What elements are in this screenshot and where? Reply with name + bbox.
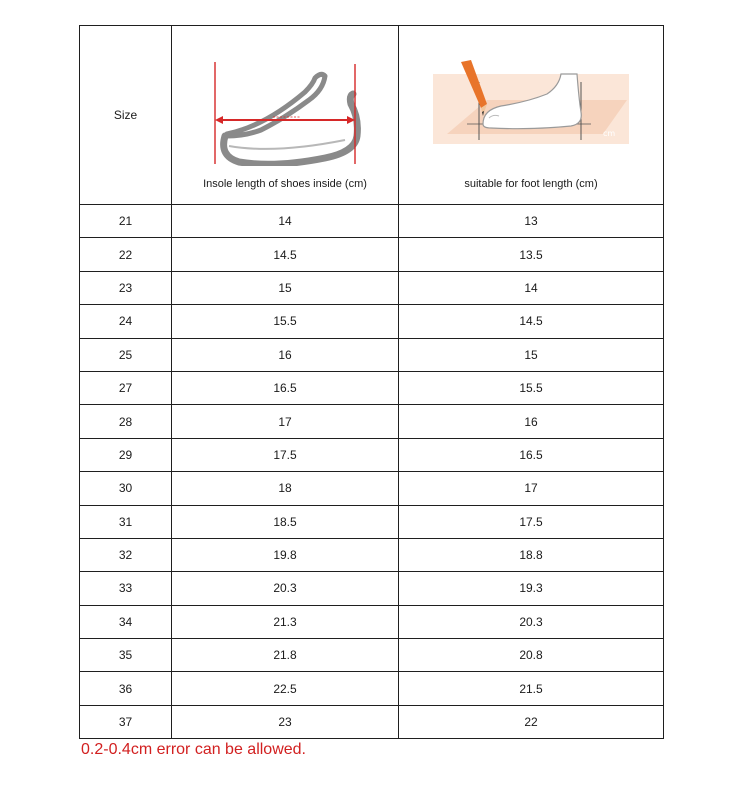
insole-cell: 17 [172, 405, 399, 438]
shoe-insole-measure-icon [205, 56, 365, 166]
table-row [80, 338, 664, 371]
foot-length-cell: 18.8 [399, 538, 664, 571]
foot-length-cell: 15 [399, 338, 664, 371]
foot-length-cell: 21.5 [399, 672, 664, 705]
size-cell: 21 [80, 205, 172, 238]
insole-cell: 19.8 [172, 538, 399, 571]
foot-length-cell: 17.5 [399, 505, 664, 538]
size-cell: 25 [80, 338, 172, 371]
insole-cell: 15 [172, 271, 399, 304]
insole-cell: 23 [172, 705, 399, 738]
foot-measure-icon [431, 60, 631, 144]
foot-length-cell: 13 [399, 205, 664, 238]
size-cell: 32 [80, 538, 172, 571]
foot-length-cell: 14.5 [399, 305, 664, 338]
insole-cell: 18 [172, 472, 399, 505]
table-row [80, 271, 664, 304]
size-cell: 33 [80, 572, 172, 605]
table-row [80, 371, 664, 404]
insole-cell: 22.5 [172, 672, 399, 705]
table-row [80, 238, 664, 271]
table-row [80, 505, 664, 538]
foot-length-cell: 20.3 [399, 605, 664, 638]
insole-column-label: Insole length of shoes inside (cm) [203, 178, 367, 190]
table-row [80, 305, 664, 338]
foot-length-cell: 13.5 [399, 238, 664, 271]
insole-cell: 17.5 [172, 438, 399, 471]
table-row [80, 472, 664, 505]
insole-cell: 18.5 [172, 505, 399, 538]
insole-cell: 14 [172, 205, 399, 238]
table-row [80, 205, 664, 238]
size-cell: 27 [80, 371, 172, 404]
size-cell: 29 [80, 438, 172, 471]
insole-cell: 20.3 [172, 572, 399, 605]
svg-text:cm: cm [603, 129, 616, 138]
size-cell: 37 [80, 705, 172, 738]
foot-column-header [399, 26, 664, 205]
size-cell: 30 [80, 472, 172, 505]
size-rows [80, 205, 664, 739]
table-row [80, 405, 664, 438]
insole-column-header [172, 26, 399, 205]
insole-cell: 16.5 [172, 371, 399, 404]
size-cell: 28 [80, 405, 172, 438]
size-cell: 31 [80, 505, 172, 538]
table-row [80, 672, 664, 705]
foot-column-label: suitable for foot length (cm) [464, 178, 598, 190]
size-cell: 23 [80, 271, 172, 304]
size-cell: 34 [80, 605, 172, 638]
header-row [80, 26, 664, 205]
size-chart-table [79, 25, 664, 739]
insole-cell: 16 [172, 338, 399, 371]
size-cell: 22 [80, 238, 172, 271]
table-row [80, 572, 664, 605]
insole-cell: 14.5 [172, 238, 399, 271]
size-cell: 35 [80, 639, 172, 672]
table-row [80, 538, 664, 571]
insole-cell: 21.3 [172, 605, 399, 638]
table-row [80, 605, 664, 638]
foot-length-cell: 20.8 [399, 639, 664, 672]
foot-length-cell: 14 [399, 271, 664, 304]
tolerance-note: 0.2-0.4cm error can be allowed. [81, 741, 306, 758]
foot-length-cell: 16 [399, 405, 664, 438]
size-column-header: Size [80, 26, 172, 205]
table-row [80, 705, 664, 738]
table-row [80, 639, 664, 672]
foot-length-cell: 19.3 [399, 572, 664, 605]
table-row [80, 438, 664, 471]
insole-cell: 15.5 [172, 305, 399, 338]
size-cell: 24 [80, 305, 172, 338]
foot-length-cell: 17 [399, 472, 664, 505]
foot-length-cell: 15.5 [399, 371, 664, 404]
foot-length-cell: 22 [399, 705, 664, 738]
size-cell: 36 [80, 672, 172, 705]
foot-length-cell: 16.5 [399, 438, 664, 471]
insole-cell: 21.8 [172, 639, 399, 672]
